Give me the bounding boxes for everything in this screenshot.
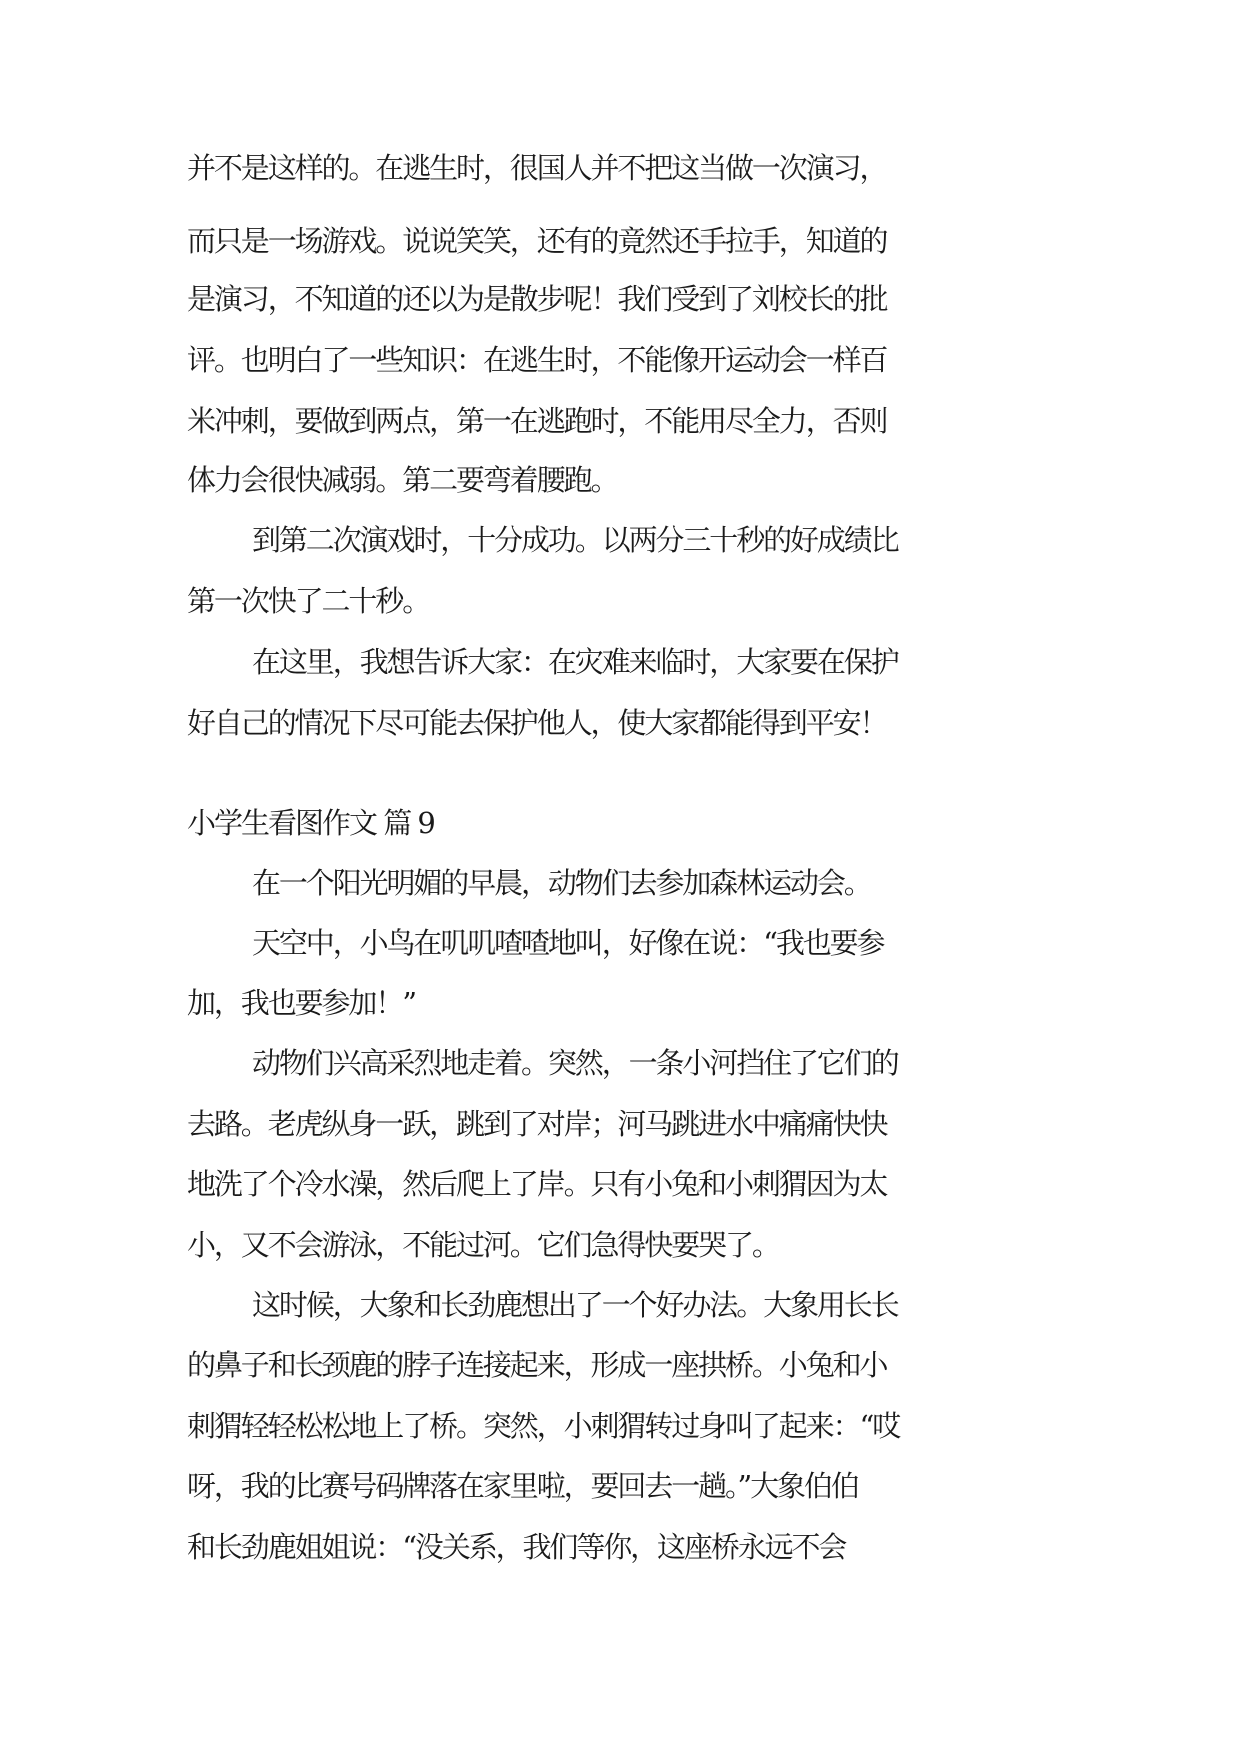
paragraph-line: 并不是这样的。在逃生时，很国人并不把这当做一次演习，	[187, 151, 887, 185]
paragraph-line: 加，我也要参加！”	[187, 986, 415, 1020]
paragraph-line: 的鼻子和长颈鹿的脖子连接起来，形成一座拱桥。小兔和小	[187, 1348, 887, 1382]
section-heading: 小学生看图作文 篇 9	[187, 806, 434, 840]
paragraph-line: 在一个阳光明媚的早晨，动物们去参加森林运动会。	[252, 866, 871, 900]
paragraph-line: 而只是一场游戏。说说笑笑，还有的竟然还手拉手，知道的	[187, 224, 887, 258]
paragraph-line: 米冲刺，要做到两点，第一在逃跑时，不能用尽全力，否则	[187, 404, 887, 438]
paragraph-line: 去路。老虎纵身一跃，跳到了对岸；河马跳进水中痛痛快快	[187, 1107, 887, 1141]
paragraph-line: 呀，我的比赛号码牌落在家里啦，要回去一趟。”大象伯伯	[187, 1469, 858, 1503]
paragraph-line: 到第二次演戏时，十分成功。以两分三十秒的好成绩比	[252, 523, 898, 557]
paragraph-line: 评。也明白了一些知识：在逃生时，不能像开运动会一样百	[187, 343, 887, 377]
paragraph-line: 这时候，大象和长劲鹿想出了一个好办法。大象用长长	[252, 1288, 898, 1322]
paragraph-line: 在这里，我想告诉大家：在灾难来临时，大家要在保护	[252, 645, 898, 679]
paragraph-line: 体力会很快减弱。第二要弯着腰跑。	[187, 463, 618, 497]
paragraph-line: 地洗了个冷水澡，然后爬上了岸。只有小兔和小刺猬因为太	[187, 1167, 887, 1201]
paragraph-line: 天空中，小鸟在叽叽喳喳地叫，好像在说：“我也要参	[252, 926, 884, 960]
paragraph-line: 和长劲鹿姐姐说：“没关系，我们等你，这座桥永远不会	[187, 1530, 846, 1564]
paragraph-line: 动物们兴高采烈地走着。突然，一条小河挡住了它们的	[252, 1046, 898, 1080]
paragraph-line: 第一次快了二十秒。	[187, 584, 430, 618]
paragraph-line: 是演习，不知道的还以为是散步呢！我们受到了刘校长的批	[187, 282, 887, 316]
paragraph-line: 刺猬轻轻松松地上了桥。突然，小刺猬转过身叫了起来：“哎	[187, 1409, 900, 1443]
paragraph-line: 好自己的情况下尽可能去保护他人，使大家都能得到平安！	[187, 706, 887, 740]
paragraph-line: 小，又不会游泳，不能过河。它们急得快要哭了。	[187, 1228, 779, 1262]
